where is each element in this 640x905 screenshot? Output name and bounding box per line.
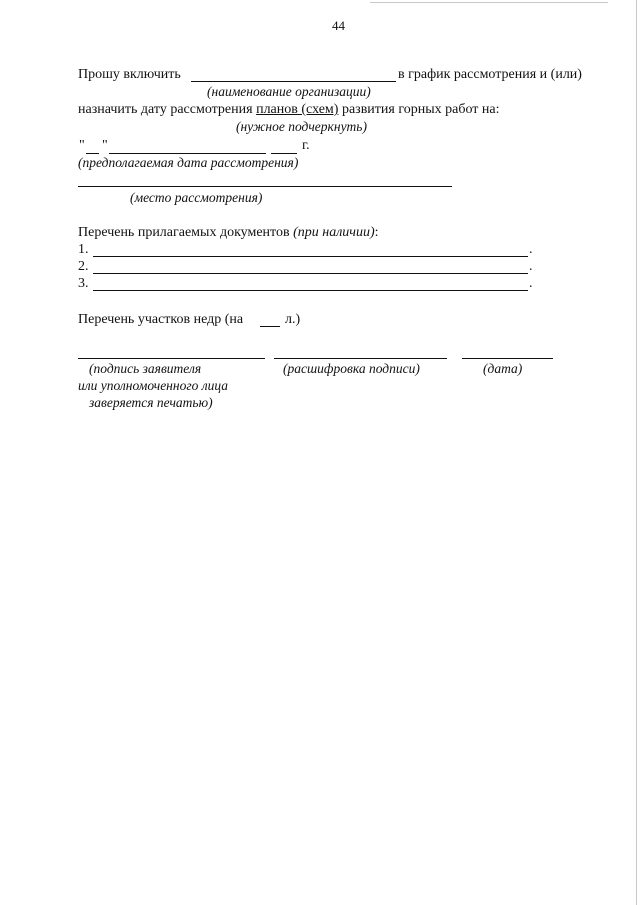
organization-caption: (наименование организации) (207, 84, 371, 99)
date-year-suffix: г. (302, 138, 310, 153)
documents-heading-text: Перечень прилагаемых документов (78, 225, 290, 240)
document-item-1-field[interactable] (93, 256, 528, 257)
plots-text-after: л.) (285, 312, 301, 327)
date-quote-open: " (79, 138, 85, 153)
document-item-3-number: 3. (78, 276, 89, 291)
documents-heading-note: (при наличии) (293, 225, 375, 240)
page-number: 44 (332, 18, 345, 33)
assign-text: назначить дату рассмотрения (78, 102, 253, 117)
document-item-2-end: . (529, 259, 533, 274)
document-item-3-end: . (529, 276, 533, 291)
organization-name-field[interactable] (191, 81, 396, 82)
signature-field[interactable] (78, 358, 265, 359)
scan-right-edge (636, 0, 637, 905)
place-caption: (место рассмотрения) (130, 190, 263, 205)
signature-decode-field[interactable] (274, 358, 447, 359)
document-item-2-field[interactable] (93, 273, 528, 274)
signature-caption-line-3: заверяется печатью) (89, 395, 213, 410)
request-suffix: в график рассмотрения и (или) (398, 67, 582, 82)
date-month-field[interactable] (109, 153, 266, 154)
assign-suffix: развития горных работ на: (341, 102, 500, 117)
plans-schemes-underlined: планов (схем) (256, 102, 339, 117)
date-caption-signature: (дата) (483, 361, 523, 376)
date-caption: (предполагаемая дата рассмотрения) (78, 155, 299, 170)
documents-heading (78, 225, 379, 241)
document-item-2-number: 2. (78, 259, 89, 274)
signature-caption-line-2: или уполномоченного лица (78, 378, 229, 393)
plots-text-before: Перечень участков недр (на (78, 312, 244, 327)
signature-caption-line-1: (подпись заявителя (89, 361, 202, 376)
scan-top-edge (370, 2, 608, 3)
document-item-1-number: 1. (78, 242, 89, 257)
date-day-field[interactable] (86, 153, 99, 154)
signature-date-field[interactable] (462, 358, 553, 359)
date-year-field[interactable] (271, 153, 297, 154)
assign-date-text (78, 102, 500, 118)
plots-sheets-field[interactable] (260, 326, 280, 327)
place-field[interactable] (78, 186, 452, 187)
request-prefix: Прошу включить (78, 67, 181, 82)
underline-caption: (нужное подчеркнуть) (236, 119, 367, 134)
date-quote-close: " (102, 138, 108, 153)
document-item-1-end: . (529, 242, 533, 257)
decode-caption: (расшифровка подписи) (283, 361, 420, 376)
document-item-3-field[interactable] (93, 290, 528, 291)
documents-heading-colon: : (374, 225, 379, 240)
